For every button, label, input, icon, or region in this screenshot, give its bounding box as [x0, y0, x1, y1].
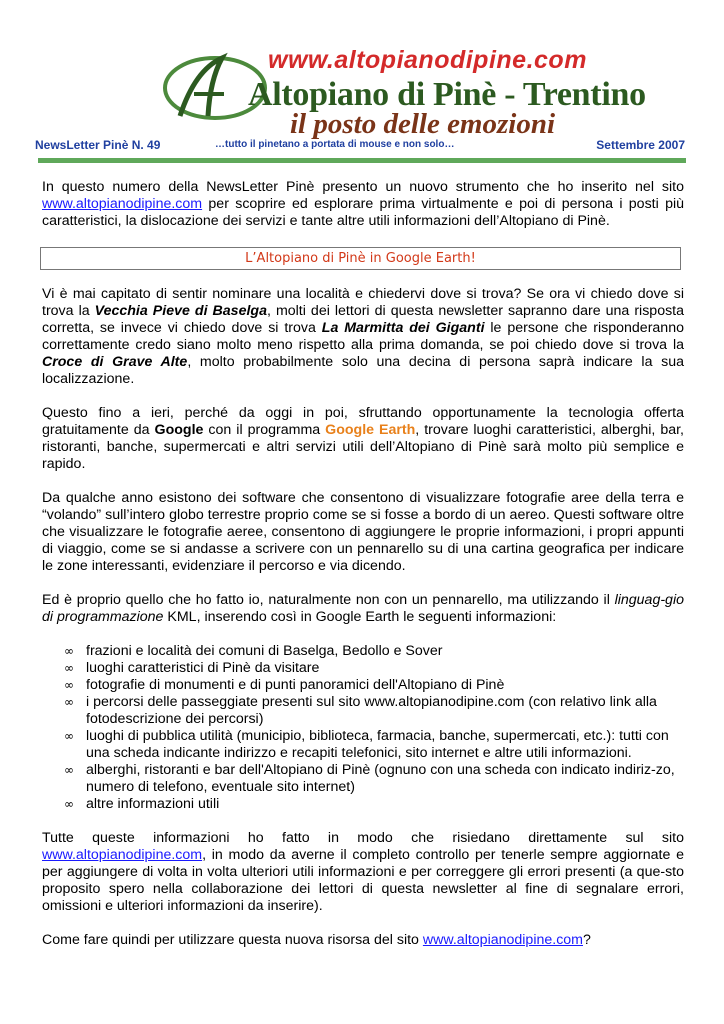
infinity-bullet-icon: ∞	[64, 644, 74, 658]
paragraph-4	[42, 592, 684, 626]
list-item: ∞ altre informazioni utili	[64, 796, 220, 812]
paragraph-3: Da qualche anno esistono dei software che consentono di visualizzare fotografie aree della terra e “volando” sull’intero globo terrestre proprio come se si fosse a bordo di un aereo. Questi software oltre che visualizzare le fotografie aeree, consentono di aggiungere le proprie informazioni, i propri appunti di viaggio, come se si andasse a scrivere con un pennarello su di una cartina geografica per indicare le zone interessanti, evidenziare il percorso e via dicendo.	[42, 490, 684, 574]
p1-text-1: Vi è mai capitato di sentir nominare una località e chiedervi dove si trova? Se ora vi chiedo dove si trova la	[42, 286, 684, 319]
list-item: ∞ alberghi, ristoranti e bar dell'Altopiano di Pinè (ognuno con una scheda con indicato indiriz-zo, numero di telefono, eventuale sito internet)	[64, 762, 675, 795]
p6-text-1: Come fare quindi per utilizzare questa nuova risorsa del sito	[42, 932, 423, 948]
p1-place-pieve: Vecchia Pieve di Baselga	[94, 303, 267, 319]
p4-language: linguag-gio di programmazione	[42, 592, 684, 625]
infinity-bullet-icon: ∞	[64, 797, 74, 811]
newsletter-issue: NewsLetter Pinè N. 49	[35, 138, 161, 152]
p2-text-1: Questo fino a ieri, perché da oggi in poi, sfruttando opportunamente la tecnologia offerta gratuitamente da	[42, 405, 684, 438]
paragraph-5	[42, 830, 684, 915]
infinity-bullet-icon: ∞	[64, 661, 74, 675]
p1-text-3: le persone che risponderanno correttamente credo siano molto meno rispetto alla prima domanda, se poi chiedo dove si trova la	[42, 320, 684, 353]
intro-paragraph	[42, 179, 684, 230]
p1-place-marmitta: La Marmitta dei Giganti	[321, 320, 485, 336]
newsletter-date: Settembre 2007	[596, 138, 685, 152]
p5-text-2: , in modo da averne il completo controllo per tenerle sempre aggiornate e per aggiungere di volta in volta ulteriori utili informazioni e per correggere gli errori presenti (a que-sto proposito spero nella collaborazione dei lettori di questa newsletter al fine di segnalare errori, omissioni e ulteriori informazioni da inserire).	[42, 847, 684, 914]
paragraph-2	[42, 405, 684, 473]
site-link-p6[interactable]: www.altopianodipine.com	[422, 932, 583, 948]
infinity-bullet-icon: ∞	[64, 695, 74, 709]
masthead-title: Altopiano di Pinè - Trentino	[248, 76, 646, 113]
list-item: ∞ frazioni e località dei comuni di Baselga, Bedollo e Sover	[64, 643, 443, 659]
intro-text-2: per scoprire ed esplorare prima virtualmente e poi di persona i posti più caratteristici, la dislocazione dei servizi e tante altre utili informazioni dell’Altopiano di Pinè.	[42, 196, 684, 229]
masthead-tagline: il posto delle emozioni	[290, 108, 556, 140]
p5-text-1: Tutte queste informazioni ho fatto in modo che risiedano direttamente sul sito	[42, 830, 684, 846]
intro-text-1: In questo numero della NewsLetter Pinè presento un nuovo strumento che ho inserito nel sito	[42, 179, 684, 195]
paragraph-1	[42, 286, 684, 388]
list-item: ∞ luoghi di pubblica utilità (municipio, biblioteca, farmacia, banche, supermercati, etc.): tutti con una scheda indicante indirizzo e recapiti telefonici, sito internet e altre utili informazioni.	[64, 728, 669, 761]
newsletter-info-bar	[35, 138, 685, 154]
p6-text-2: ?	[583, 932, 591, 948]
newsletter-tagline: …tutto il pinetano a portata di mouse e non solo…	[215, 139, 455, 150]
list-item: ∞ i percorsi delle passeggiate presenti sul sito www.altopianodipine.com (con relativo link alla fotodescrizione dei percorsi)	[64, 694, 657, 727]
p1-text-4: , molto probabilmente solo una decina di persona saprà indicare la sua localizzazione.	[42, 354, 684, 387]
header	[0, 0, 724, 140]
p4-text-2: KML, inserendo così in Google Earth le seguenti informazioni:	[163, 609, 557, 625]
p1-text-2: , molti dei lettori di questa newsletter sapranno dare una risposta corretta, se invece vi chiedo dove si trova	[42, 303, 685, 336]
p2-text-3: , trovare luoghi caratteristici, alberghi, bar, ristoranti, banche, supermercati e altri servizi utili dell’Altopiano di Pinè sarà molto più semplice e rapido.	[42, 422, 684, 472]
list-item: ∞ luoghi caratteristici di Pinè da visitare	[64, 660, 320, 676]
section-title: L’Altopiano di Pinè in Google Earth!	[245, 251, 476, 266]
p4-text-1: Ed è proprio quello che ho fatto io, naturalmente non con un pennarello, ma utilizzando il	[42, 592, 615, 608]
feature-list	[42, 643, 684, 813]
site-link-p5[interactable]: www.altopianodipine.com	[42, 847, 203, 863]
infinity-bullet-icon: ∞	[64, 763, 74, 777]
header-divider	[38, 158, 686, 163]
article-body	[42, 179, 684, 949]
p2-google-earth: Google Earth	[325, 422, 416, 438]
infinity-bullet-icon: ∞	[64, 729, 74, 743]
p2-text-2: con il programma	[203, 422, 326, 438]
site-link-intro[interactable]: www.altopianodipine.com	[42, 196, 203, 212]
section-heading-box	[40, 247, 681, 270]
p1-place-croce: Croce di Grave Alte	[42, 354, 188, 370]
paragraph-6	[42, 932, 684, 949]
list-item: ∞ fotografie di monumenti e di punti panoramici dell'Altopiano di Pinè	[64, 677, 505, 693]
site-url-banner: www.altopianodipine.com	[268, 46, 587, 74]
p2-google: Google	[154, 422, 204, 438]
infinity-bullet-icon: ∞	[64, 678, 74, 692]
